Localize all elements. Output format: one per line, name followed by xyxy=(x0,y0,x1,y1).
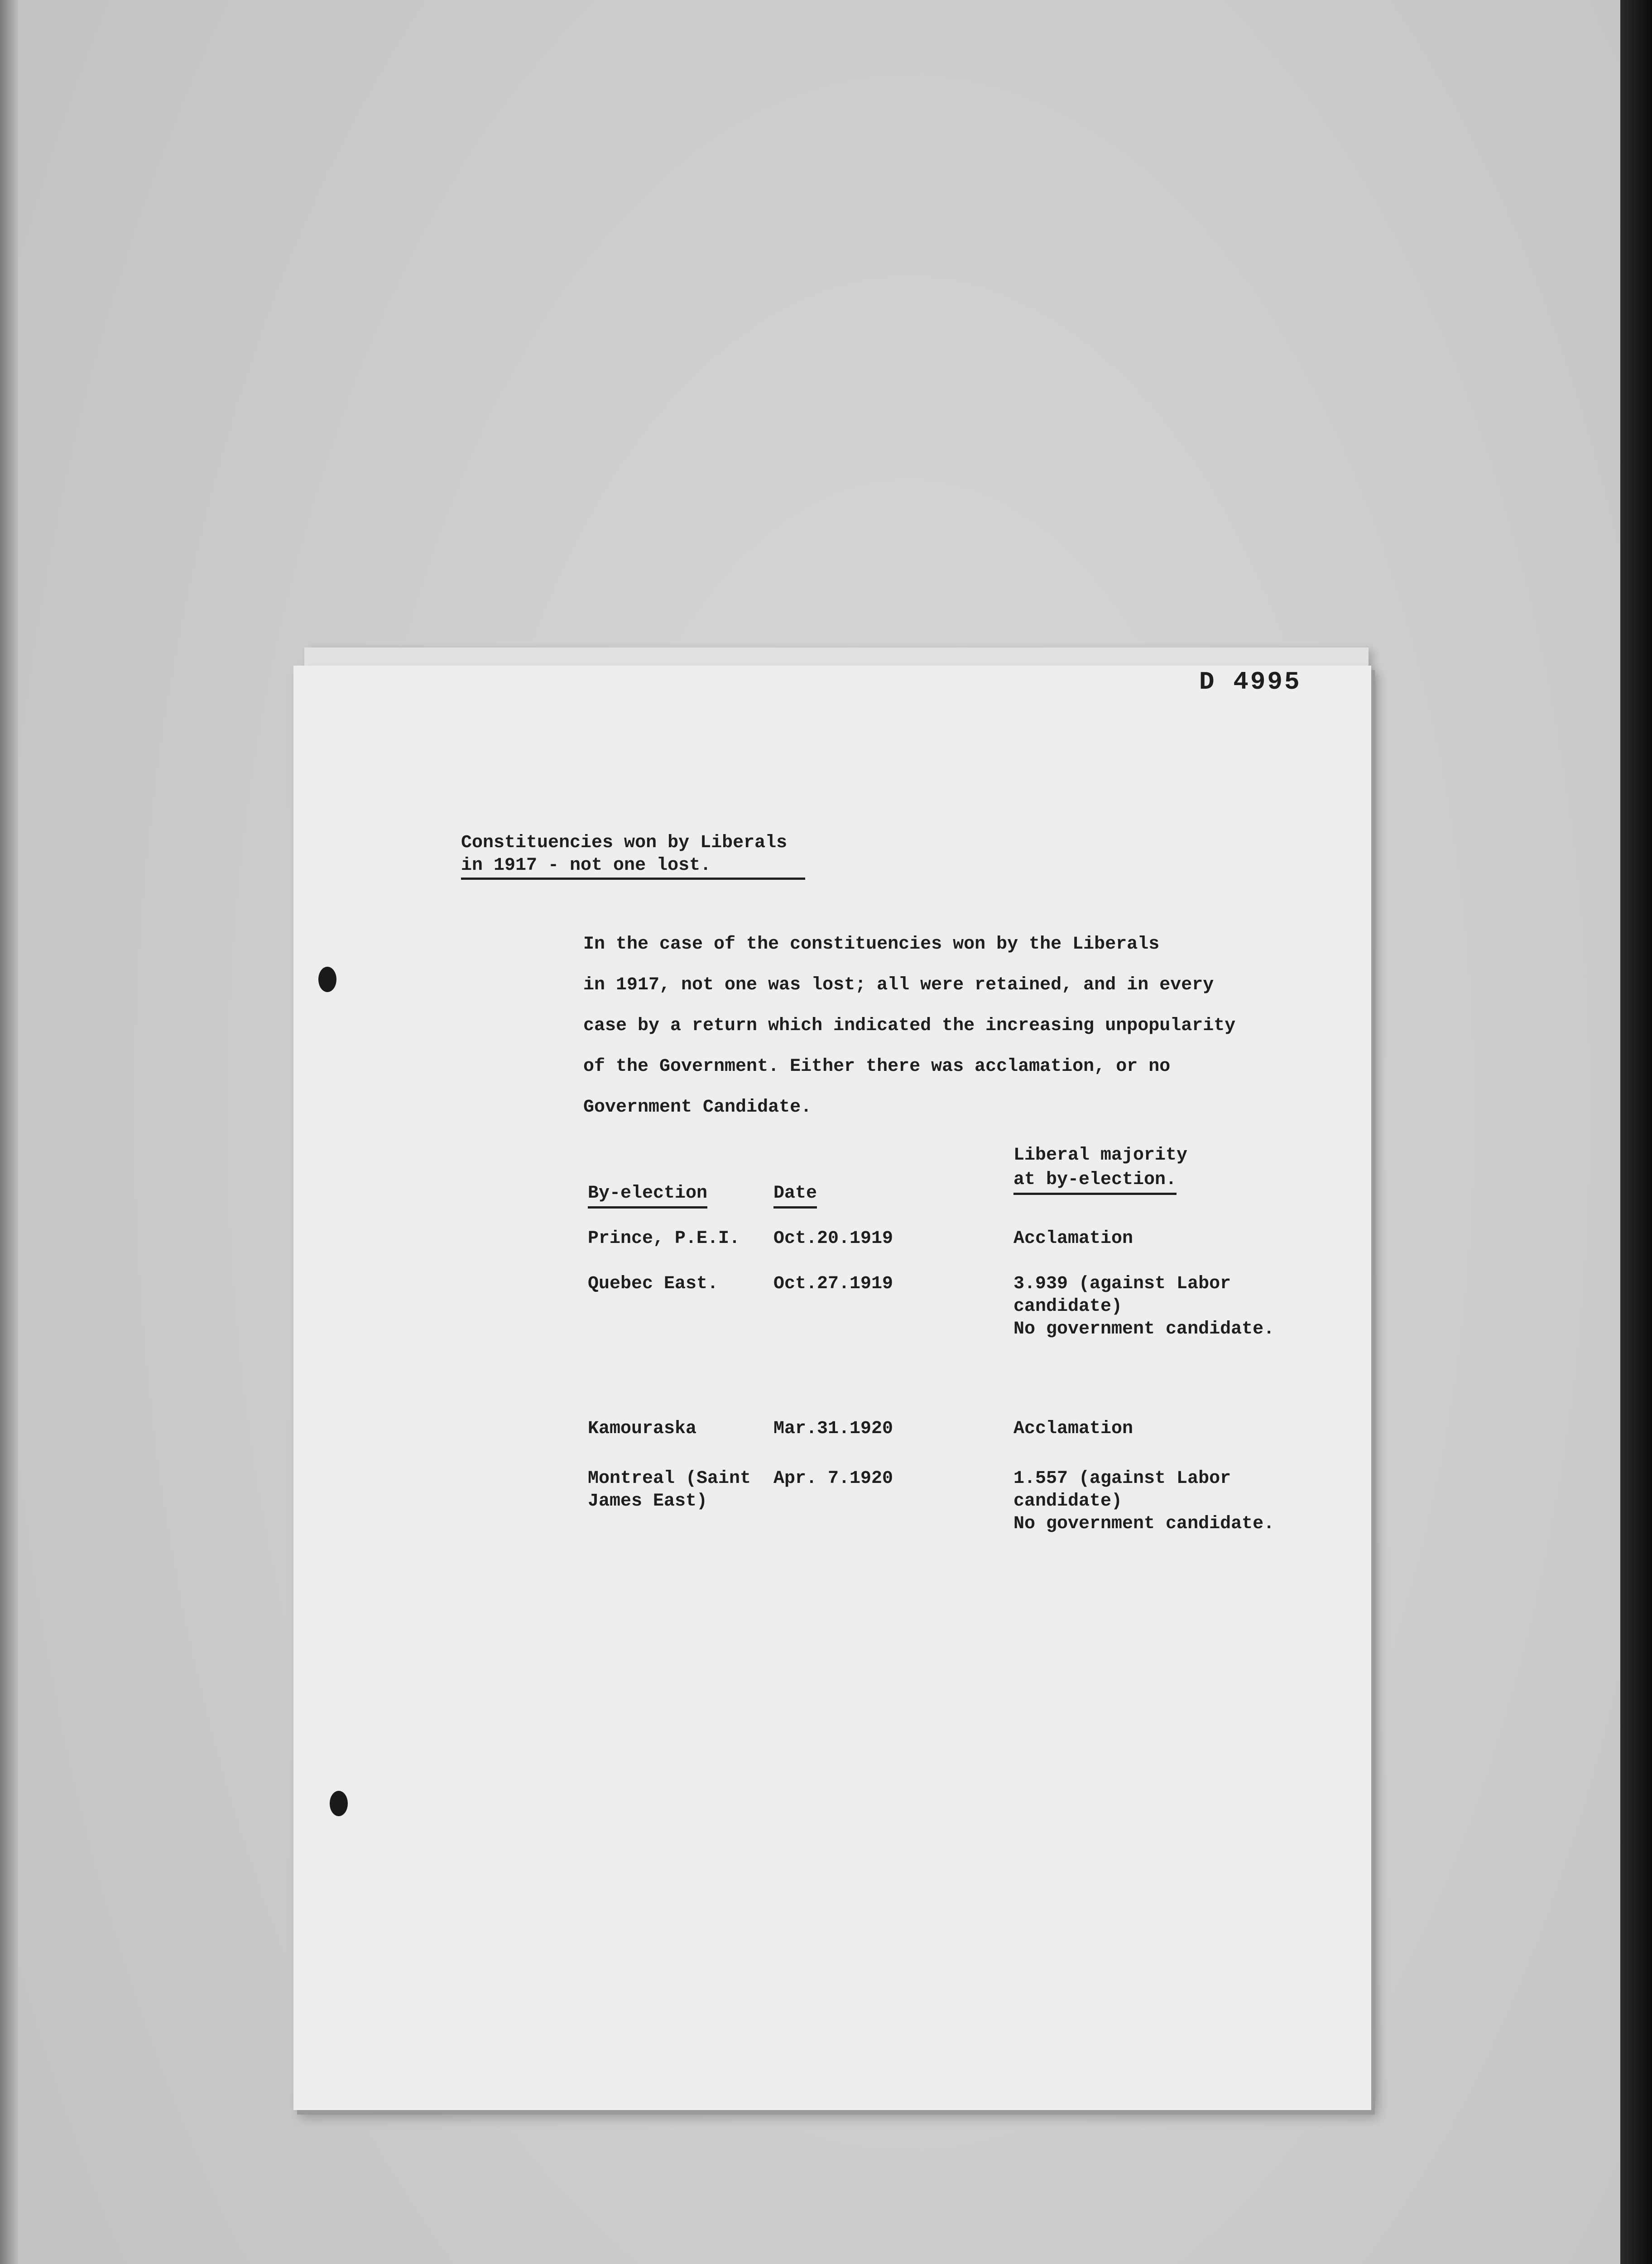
paragraph-line: in 1917, not one was lost; all were retained, and in every xyxy=(583,975,1214,995)
col-header-majority: Liberal majority xyxy=(1013,1145,1188,1166)
table-cell-majority: No government candidate. xyxy=(1013,1319,1275,1339)
document-number: D 4995 xyxy=(1199,667,1301,696)
heading-underline xyxy=(461,878,805,880)
paragraph-line: case by a return which indicated the increasing unpopularity xyxy=(583,1016,1236,1036)
table-cell-date: Oct.27.1919 xyxy=(773,1274,893,1294)
table-cell-majority: Acclamation xyxy=(1013,1228,1133,1249)
paragraph-line: of the Government. Either there was acclamation, or no xyxy=(583,1056,1171,1077)
paragraph-line: In the case of the constituencies won by the Liberals xyxy=(583,934,1160,955)
col-header-byelection: By-election xyxy=(588,1182,707,1209)
table-cell-majority: Acclamation xyxy=(1013,1419,1133,1439)
col-header-date: Date xyxy=(773,1182,817,1209)
heading-line-1: Constituencies won by Liberals xyxy=(461,833,788,853)
table-cell-majority: No government candidate. xyxy=(1013,1514,1275,1534)
typed-document xyxy=(293,666,1371,2110)
table-cell-majority: 3.939 (against Labor xyxy=(1013,1274,1231,1294)
film-edge-left xyxy=(0,0,18,2264)
table-cell-name: Quebec East. xyxy=(588,1274,719,1294)
table-cell-name: Kamouraska xyxy=(588,1419,697,1439)
paragraph-line: Government Candidate. xyxy=(583,1097,812,1118)
punch-hole-icon xyxy=(330,1791,348,1816)
heading-line-2: in 1917 - not one lost. xyxy=(461,855,711,876)
col-header-majority: at by-election. xyxy=(1013,1168,1177,1195)
table-cell-majority: candidate) xyxy=(1013,1296,1123,1317)
table-cell-name: Montreal (Saint xyxy=(588,1468,751,1489)
table-cell-date: Apr. 7.1920 xyxy=(773,1468,893,1489)
table-cell-name: Prince, P.E.I. xyxy=(588,1228,740,1249)
film-edge-right xyxy=(1620,0,1652,2264)
table-cell-majority: candidate) xyxy=(1013,1491,1123,1511)
punch-hole-icon xyxy=(318,967,336,992)
table-cell-name: James East) xyxy=(588,1491,708,1511)
table-cell-date: Mar.31.1920 xyxy=(773,1419,893,1439)
table-cell-date: Oct.20.1919 xyxy=(773,1228,893,1249)
table-cell-majority: 1.557 (against Labor xyxy=(1013,1468,1231,1489)
